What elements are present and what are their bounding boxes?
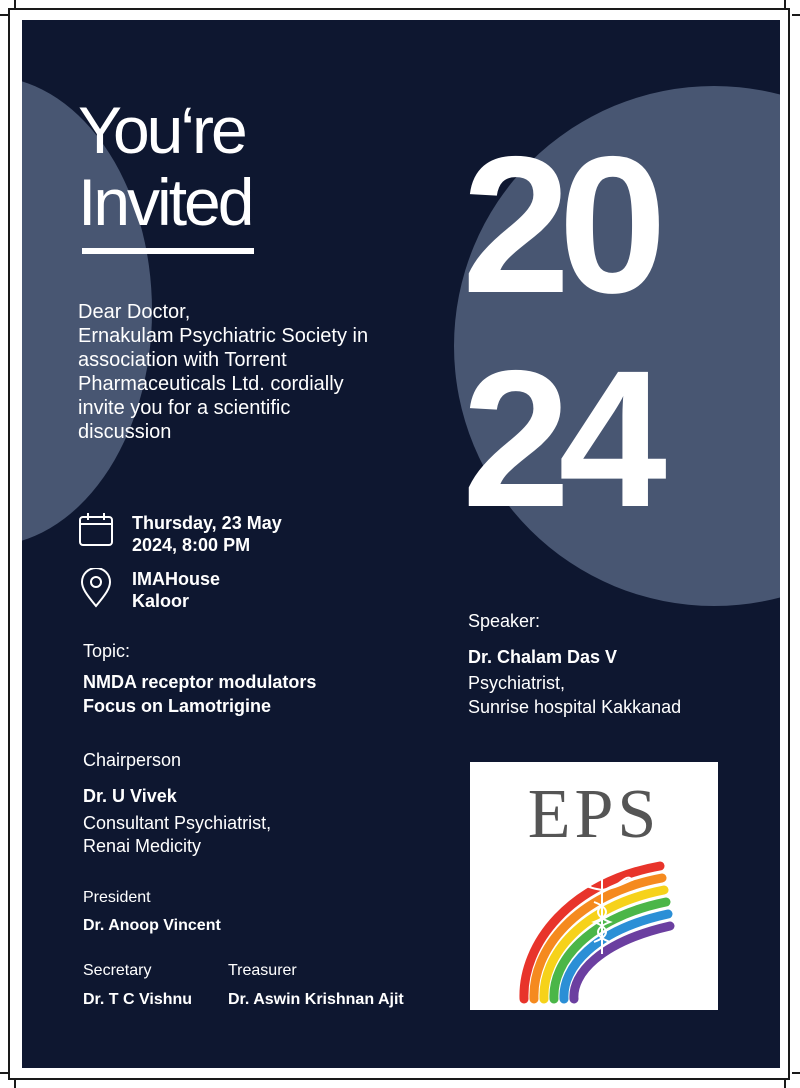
- eps-logo: [470, 762, 718, 1010]
- secretary-name: Dr. T C Vishnu: [83, 991, 193, 1008]
- intro-line: discussion: [78, 421, 172, 443]
- intro-line: invite you for a scientific: [78, 397, 291, 419]
- president-label: President: [83, 889, 151, 906]
- datetime-text: [132, 512, 282, 556]
- year-top-digits: 20: [462, 116, 655, 334]
- venue-text: [132, 568, 220, 612]
- speaker-label: Speaker:: [468, 611, 541, 631]
- intro-line: Ernakulam Psychiatric Society in: [78, 325, 369, 347]
- speaker-name: Dr. Chalam Das V: [468, 647, 618, 667]
- chairperson-label: Chairperson: [83, 750, 182, 770]
- rainbow-caduceus-icon: [510, 854, 690, 1004]
- crop-mark: [14, 1080, 16, 1088]
- venue-row: [78, 568, 220, 612]
- venue-line: IMAHouse: [132, 569, 221, 589]
- treasurer-name: Dr. Aswin Krishnan Ajit: [228, 991, 404, 1008]
- speaker-role: Psychiatrist,: [468, 673, 566, 693]
- crop-mark: [14, 0, 16, 8]
- location-pin-icon: [78, 568, 114, 604]
- chairperson-name: Dr. U Vivek: [83, 786, 177, 806]
- intro-line: Dear Doctor,: [78, 301, 191, 323]
- invitation-card: [22, 20, 780, 1068]
- chairperson-role: Consultant Psychiatrist,: [83, 813, 272, 833]
- intro-text: [78, 300, 418, 444]
- invitation-heading: [78, 94, 251, 238]
- secretary-label: Secretary: [83, 962, 152, 979]
- speaker-place: Sunrise hospital Kakkanad: [468, 697, 682, 717]
- calendar-icon: [78, 512, 114, 548]
- crop-mark: [784, 1080, 786, 1088]
- venue-line: Kaloor: [132, 591, 190, 611]
- crop-mark: [792, 14, 800, 16]
- president-name: Dr. Anoop Vincent: [83, 917, 221, 934]
- crop-mark: [0, 14, 8, 16]
- datetime-row: [78, 512, 282, 556]
- chairperson-place: Renai Medicity: [83, 836, 202, 856]
- year-bottom-digits: 24: [462, 330, 655, 548]
- heading-underline: [82, 248, 254, 254]
- eps-logo-text: EPS: [527, 776, 661, 853]
- datetime-line: Thursday, 23 May: [132, 513, 282, 533]
- datetime-line: 2024, 8:00 PM: [132, 535, 251, 555]
- crop-mark: [784, 0, 786, 8]
- topic-line-1: NMDA receptor modulators: [83, 672, 317, 692]
- topic-label: Topic:: [83, 641, 131, 661]
- crop-mark: [792, 1072, 800, 1074]
- intro-line: Pharmaceuticals Ltd. cordially: [78, 373, 344, 395]
- heading-line-2: Invited: [78, 165, 252, 239]
- crop-mark: [0, 1072, 8, 1074]
- intro-line: association with Torrent: [78, 349, 287, 371]
- treasurer-label: Treasurer: [228, 962, 297, 979]
- heading-line-1: You‘re: [78, 93, 245, 167]
- topic-line-2: Focus on Lamotrigine: [83, 696, 272, 716]
